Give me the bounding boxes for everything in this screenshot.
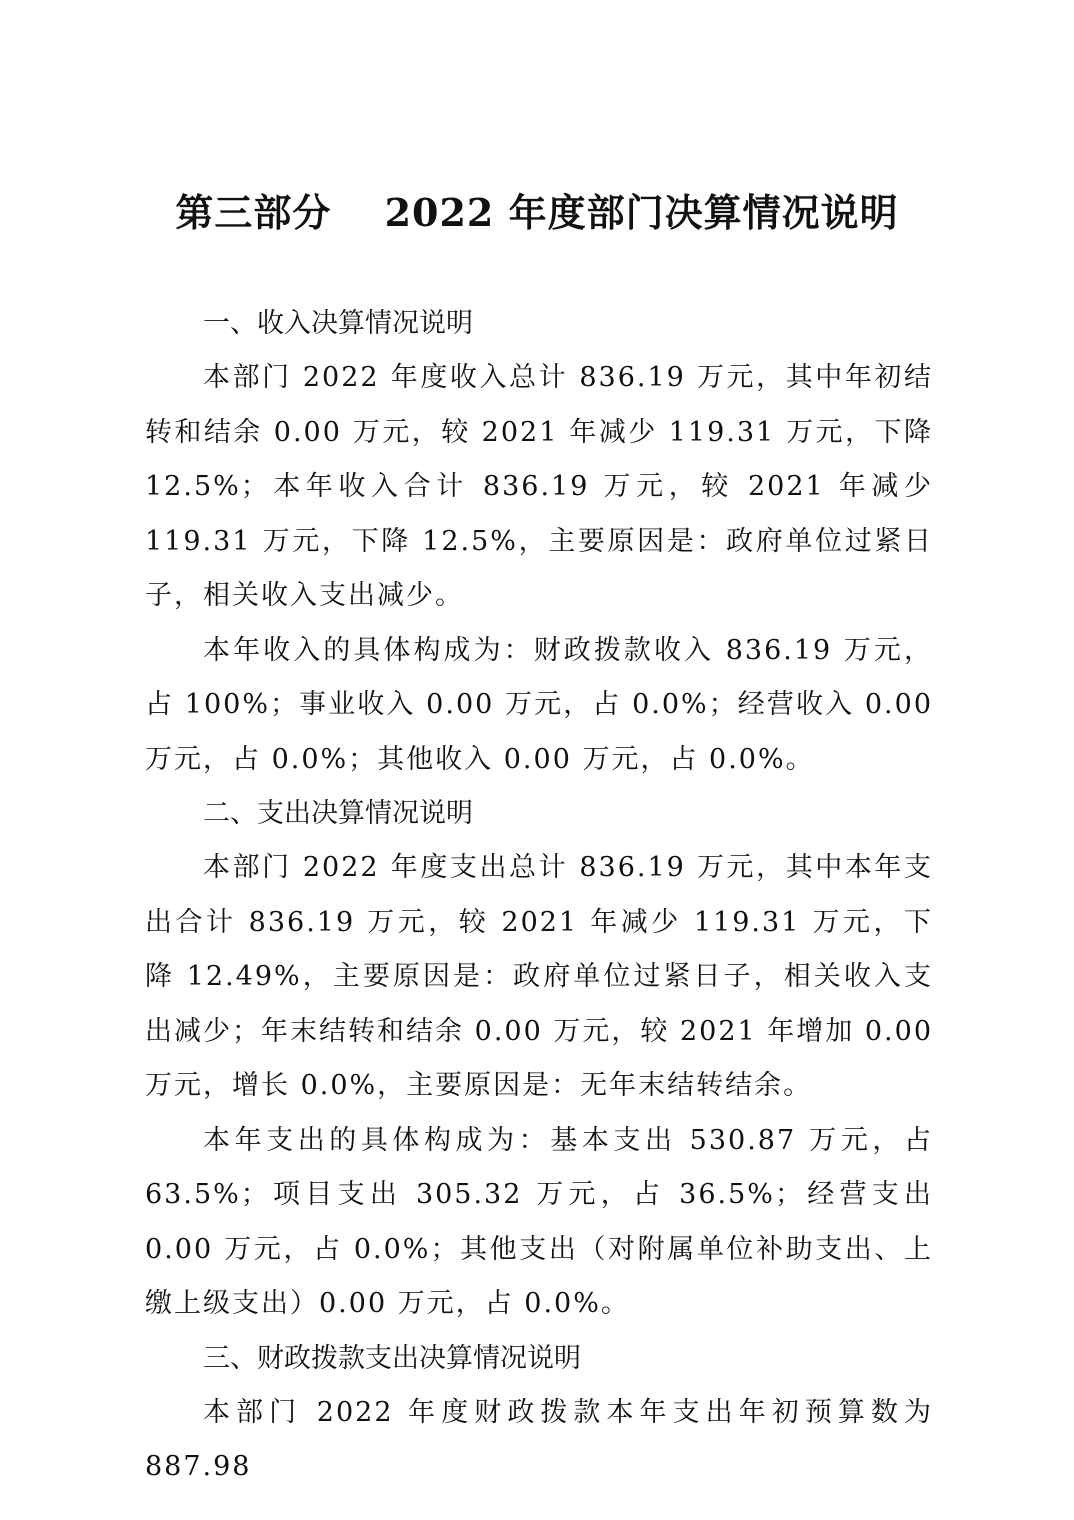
section-heading: 二、支出决算情况说明 bbox=[203, 798, 473, 829]
section-expenditure bbox=[145, 787, 933, 1332]
section-income bbox=[145, 297, 933, 787]
paragraph: 本年支出的具体构成为：基本支出 530.87 万元，占 63.5%；项目支出 305.32 万元，占 36.5%；经营支出 0.00 万元，占 0.0%；其他支出（对附属单位补助支出、上缴上级支出）0.00 万元，占 0.0%。 bbox=[145, 1124, 933, 1319]
paragraph: 本部门 2022 年度财政拨款本年支出年初预算数为 887.98 bbox=[145, 1396, 933, 1482]
section-heading: 一、收入决算情况说明 bbox=[203, 308, 473, 339]
document-body bbox=[145, 297, 933, 1495]
paragraph: 本部门 2022 年度支出总计 836.19 万元，其中本年支出合计 836.19 万元，较 2021 年减少 119.31 万元，下降 12.49%，主要原因是：政府单位过紧日子，相关收入支出减少；年末结转和结余 0.00 万元，较 2021 年增加 0.00 万元，增长 0.0%，主要原因是：无年末结转结余。 bbox=[145, 852, 933, 1101]
paragraph: 本年收入的具体构成为：财政拨款收入 836.19 万元，占 100%；事业收入 0.00 万元，占 0.0%；经营收入 0.00 万元，占 0.0%；其他收入 0.00 万元，占 0.0%。 bbox=[145, 634, 933, 775]
paragraph: 本部门 2022 年度收入总计 836.19 万元，其中年初结转和结余 0.00 万元，较 2021 年减少 119.31 万元，下降 12.5%；本年收入合计 836.19 万元，较 2021 年减少 119.31 万元，下降 12.5%，主要原因是：政府单位过紧日子，相关收入支出减少。 bbox=[145, 362, 933, 611]
page-title: 第三部分 2022 年度部门决算情况说明 bbox=[175, 190, 899, 235]
section-fiscal-appropriation bbox=[145, 1332, 933, 1495]
section-heading: 三、财政拨款支出决算情况说明 bbox=[203, 1342, 581, 1374]
